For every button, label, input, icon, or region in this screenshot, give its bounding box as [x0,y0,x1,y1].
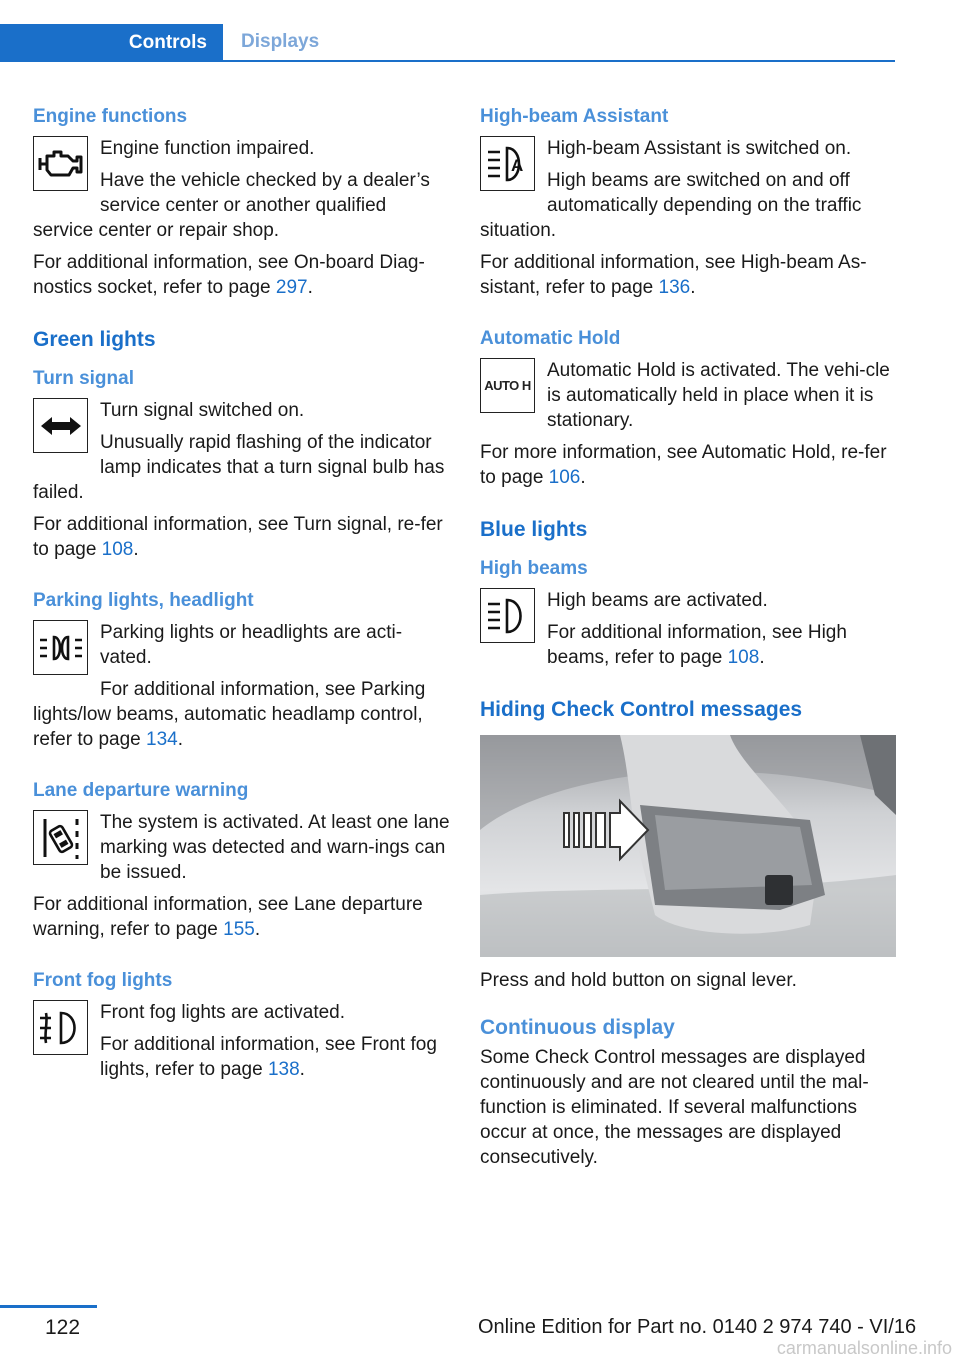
lane-departure-icon [33,810,88,865]
autohold-text-1: Automatic Hold is activated. The vehi-cle is automatically held in place when it is stationary. [547,360,890,431]
high-beams-entry [480,556,896,670]
hiding-check-control-heading: Hiding Check Control messages [480,698,803,721]
turn-signal-heading: Turn signal [33,368,134,389]
turn-text-1: Turn signal switched on. [100,400,305,421]
auto-hold-icon-label: AUTO H [484,378,531,393]
watermark: carmanualsonline.info [776,1338,952,1358]
footer-rule [0,1305,97,1308]
lane-departure-entry [33,778,451,942]
check-engine-icon [33,136,88,191]
autohold-page-link[interactable]: 106 [548,467,581,488]
hba-text-1: High-beam Assistant is switched on. [547,138,852,159]
turn-signal-entry [33,366,451,562]
photo-caption: Press and hold button on signal lever. [480,970,797,991]
hba-text-2: High beams are switched on and off automatically depending on the traffic situation. [480,170,862,241]
continuous-display-heading: Continuous display [480,1016,675,1039]
header-tabs [0,24,895,62]
highbeams-text-1: High beams are activated. [547,590,768,611]
right-column [480,104,896,1170]
engine-functions-entry [33,104,451,300]
highbeams-page-link[interactable]: 108 [727,647,760,668]
tab-displays[interactable]: Displays [241,31,320,52]
lane-text-1: The system is activated. At least one lane marking was detected and warn-ings can be issued. [100,812,450,883]
svg-text:A: A [510,155,523,175]
green-lights-heading: Green lights [33,328,156,351]
parking-text-2: For additional information, see Parking lights/low beams, automatic headlamp control, refer to page 134. [33,679,426,750]
front-fog-heading: Front fog lights [33,970,173,991]
engine-text-2: Have the vehicle checked by a dealer’s service center or another qualified service center or repair shop. [33,170,430,241]
engine-page-link[interactable]: 297 [275,277,308,298]
turn-signal-icon [33,398,88,453]
parking-lights-icon [33,620,88,675]
engine-text-3: For additional information, see On-board Diag-nostics socket, refer to page 297. [33,252,425,298]
automatic-hold-heading: Automatic Hold [480,328,621,349]
high-beam-assistant-icon [480,136,535,191]
parking-page-link[interactable]: 134 [146,729,178,750]
tab-controls[interactable]: Controls [0,24,223,62]
turn-page-link[interactable]: 108 [101,539,134,560]
high-beams-icon [480,588,535,643]
lane-text-2: For additional information, see Lane departure warning, refer to page 155. [33,894,423,940]
automatic-hold-entry [480,326,896,490]
highbeams-text-2: For additional information, see High beams, refer to page 108. [547,622,847,668]
left-column [33,104,451,1082]
autohold-text-2: For more information, see Automatic Hold, re-fer to page 106. [480,442,887,488]
high-beam-assistant-entry [480,104,896,300]
high-beam-assistant-heading: High-beam Assistant [480,106,669,127]
front-fog-entry [33,968,451,1082]
signal-lever-photo [480,735,896,957]
page-number: 122 [45,1316,81,1339]
engine-text-1: Engine function impaired. [100,138,315,159]
blue-lights-heading: Blue lights [480,518,588,541]
hba-page-link[interactable]: 136 [658,277,691,298]
header-rule [0,60,895,62]
parking-lights-heading: Parking lights, headlight [33,590,254,611]
edition-text: Online Edition for Part no. 0140 2 974 740 - VI/16 [478,1316,917,1338]
lane-departure-heading: Lane departure warning [33,780,249,801]
auto-hold-icon [480,358,535,413]
turn-text-2: Unusually rapid flashing of the indicator lamp indicates that a turn signal bulb has failed. [33,432,445,503]
fog-text-2: For additional information, see Front fog lights, refer to page 138. [100,1034,437,1080]
fog-text-1: Front fog lights are activated. [100,1002,346,1023]
fog-page-link[interactable]: 138 [267,1059,300,1080]
front-fog-lights-icon [33,1000,88,1055]
continuous-text: Some Check Control messages are displayed continuously and are not cleared until the mal-function is eliminated. If several malfunctions occur at once, the messages are displayed consecutively. [480,1047,869,1168]
hba-text-3: For additional information, see High-beam As-sistant, refer to page 136. [480,252,867,298]
high-beams-heading: High beams [480,558,588,579]
turn-text-3: For additional information, see Turn signal, re-fer to page 108. [33,514,443,560]
parking-lights-entry [33,588,451,752]
lane-page-link[interactable]: 155 [223,919,255,940]
engine-functions-heading: Engine functions [33,106,188,127]
parking-text-1: Parking lights or headlights are acti-vated. [100,622,403,668]
